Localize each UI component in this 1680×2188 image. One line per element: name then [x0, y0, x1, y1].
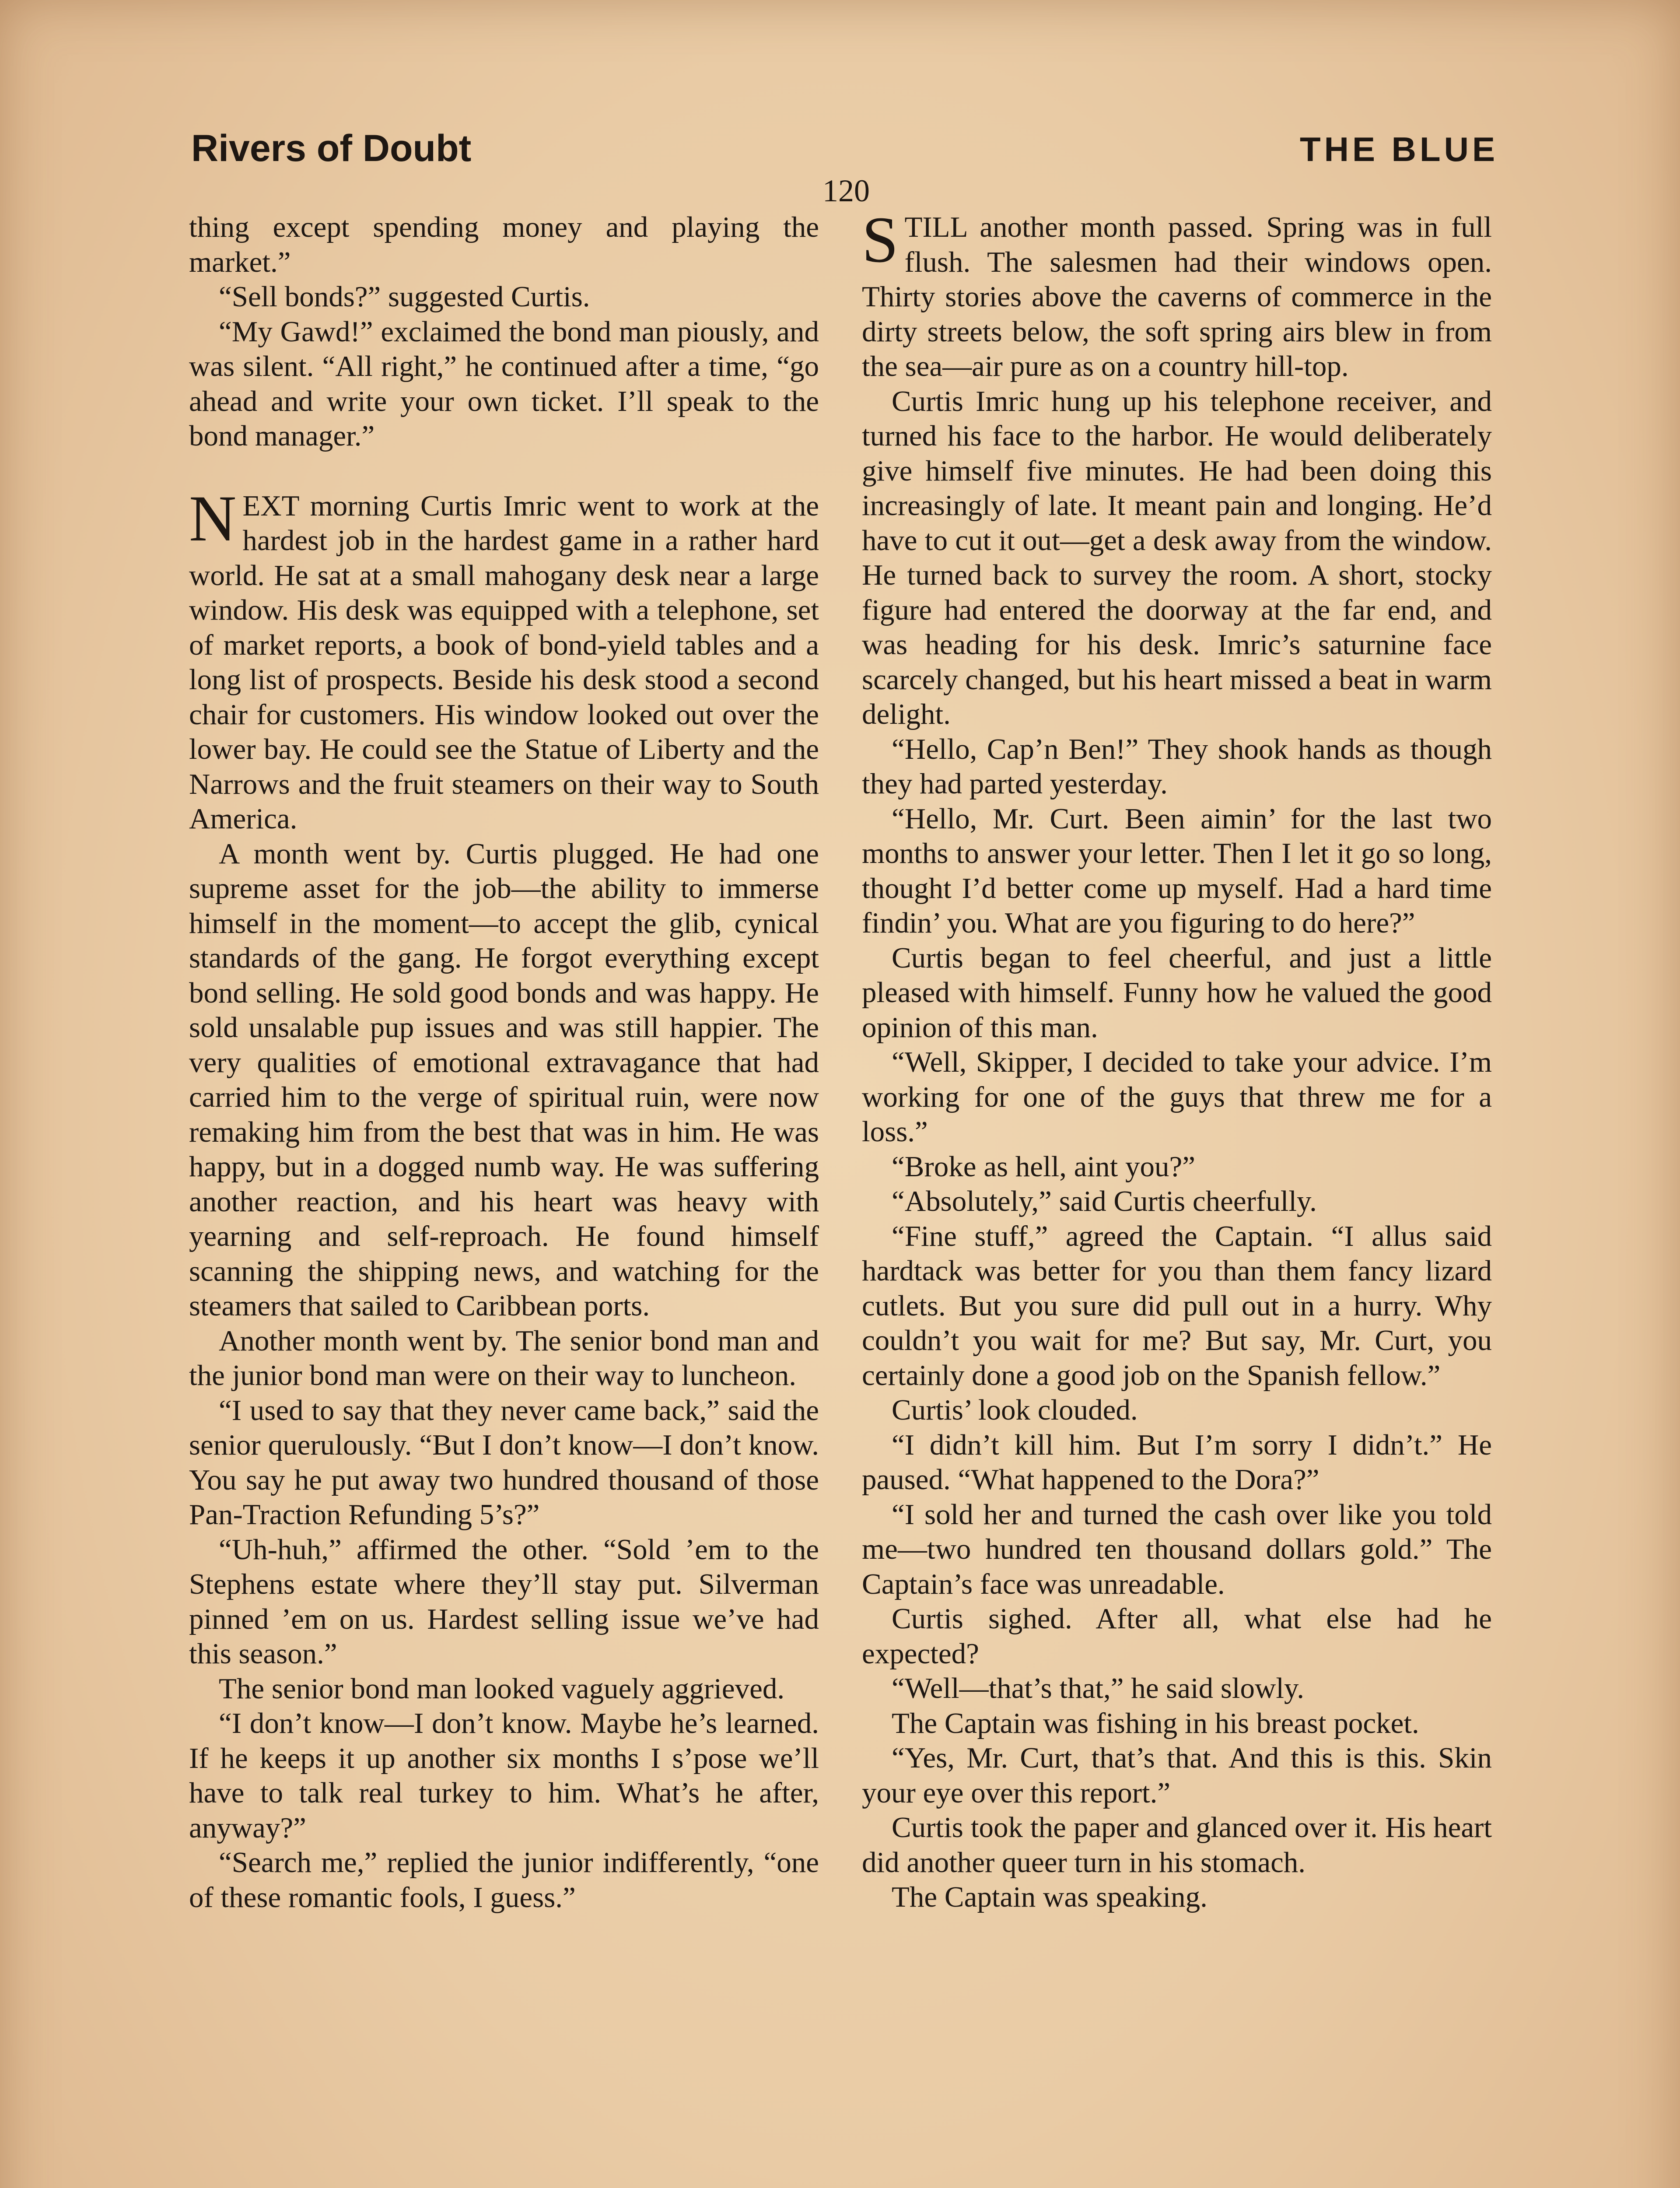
paragraph: “Uh-huh,” affirmed the other. “Sold ’em to the Stephens estate where they’ll stay put. Silverman pinned ’em on us. Hardest selling issue we’ve had this season.”: [189, 1533, 819, 1670]
paragraph: “Hello, Mr. Curt. Been aimin’ for the last two months to answer your letter. Then I let it go so long, thought I’d better come up myself. Had a hard time findin’ you. What are you figuring to do here?”: [862, 802, 1492, 939]
paragraph: “I used to say that they never came back,” said the senior querulously. “But I don’t know—I don’t know. You say he put away two hundred thousand of those Pan-Traction Refunding 5’s?”: [189, 1394, 819, 1531]
paragraph: “Absolutely,” said Curtis cheerfully.: [892, 1185, 1317, 1217]
paragraph: “I sold her and turned the cash over like you told me—two hundred ten thousand dollars gold.” The Captain’s face was unreadable.: [862, 1498, 1492, 1600]
section-paragraph: [189, 482, 819, 837]
paragraph: “Well, Skipper, I decided to take your advice. I’m working for one of the guys that threw me for a loss.”: [862, 1046, 1492, 1148]
paragraph-text: EXT morning Curtis Imric went to work at the hardest job in the hardest game in a rather hard world. He sat at a small mahogany desk near a large window. His desk was equipped with a telephone, set of market reports, a book of bond-yield tables and a long list of prospects. Beside his desk stood a second chair for customers. His window looked out over the lower bay. He could see the Statue of Liberty and the Narrows and the fruit steamers on their way to South America.: [189, 489, 819, 835]
paragraph: “Well—that’s that,” he said slowly.: [892, 1672, 1304, 1704]
paragraph: Curtis took the paper and glanced over it. His heart did another queer turn in his stomach.: [862, 1811, 1492, 1879]
paragraph-text: TILL another month passed. Spring was in full flush. The salesmen had their windows open. Thirty stories above the caverns of commerce in the dirty streets below, the soft spring airs blew in from the sea—air pure as on a country hill-top.: [862, 211, 1492, 382]
page-number: 120: [822, 173, 870, 208]
text-column-left: [189, 210, 819, 2188]
paragraph: The senior bond man looked vaguely aggrieved.: [219, 1672, 785, 1705]
paragraph: Curtis Imric hung up his telephone receiver, and turned his face to the harbor. He would deliberately give himself five minutes. He had been doing this increasingly of late. It meant pain and longing. He’d have to cut it out—get a desk away from the window. He turned back to survey the room. A short, stocky figure had entered the doorway at the far end, and was heading for his desk. Imric’s saturnine face scarcely changed, but his heart missed a beat in warm delight.: [862, 385, 1492, 730]
paragraph: Another month went by. The senior bond man and the junior bond man were on their way to luncheon.: [189, 1324, 819, 1392]
text-column-right: [862, 210, 1492, 2188]
paragraph: “Fine stuff,” agreed the Captain. “I allus said hardtack was better for you than them fancy lizard cutlets. But you sure did pull out in a hurry. Why couldn’t you wait for me? But say, Mr. Curt, you certainly done a good job on the Spanish fellow.”: [862, 1220, 1492, 1392]
paragraph: “Search me,” replied the junior indifferently, “one of these romantic fools, I guess.”: [189, 1846, 819, 1914]
paragraph: “Yes, Mr. Curt, that’s that. And this is this. Skin your eye over this report.”: [862, 1742, 1492, 1809]
drop-cap: S: [862, 210, 899, 276]
paragraph: thing except spending money and playing the market.”: [189, 211, 819, 278]
drop-cap: N: [189, 482, 237, 555]
running-header-magazine: THE BLUE: [1300, 130, 1498, 168]
paragraph: A month went by. Curtis plugged. He had one supreme asset for the job—the ability to immerse himself in the moment—to accept the glib, cynical standards of the gang. He forgot everything except bond selling. He sold good bonds and was happy. He sold unsalable pup issues and was still happier. The very qualities of emotional extravagance that had carried him to the verge of spiritual ruin, were now remaking him from the best that was in him. He was happy, but in a dogged numb way. He was suffering another reaction, and his heart was heavy with yearning and self-reproach. He found himself scanning the shipping news, and watching for the steamers that sailed to Caribbean ports.: [189, 837, 819, 1322]
paragraph: Curtis sighed. After all, what else had he expected?: [862, 1602, 1492, 1670]
paragraph: “I don’t know—I don’t know. Maybe he’s learned. If he keeps it up another six months I s’pose we’ll have to talk real turkey to him. What’s he after, anyway?”: [189, 1707, 819, 1844]
running-header-title: Rivers of Doubt: [191, 127, 472, 169]
paragraph: The Captain was fishing in his breast pocket.: [892, 1707, 1419, 1739]
paragraph: “Sell bonds?” suggested Curtis.: [219, 281, 590, 313]
paragraph: Curtis’ look clouded.: [892, 1394, 1138, 1426]
section-paragraph: [862, 210, 1492, 384]
paragraph: Curtis began to feel cheerful, and just a little pleased with himself. Funny how he valued the good opinion of this man.: [862, 941, 1492, 1044]
paragraph: The Captain was speaking.: [892, 1881, 1208, 1913]
paragraph: “Broke as hell, aint you?”: [892, 1150, 1195, 1183]
paragraph: “Hello, Cap’n Ben!” They shook hands as though they had parted yesterday.: [862, 733, 1492, 800]
paragraph: “My Gawd!” exclaimed the bond man piously, and was silent. “All right,” he continued after a time, “go ahead and write your own ticket. I’ll speak to the bond manager.”: [189, 315, 819, 452]
paragraph: “I didn’t kill him. But I’m sorry I didn’t.” He paused. “What happened to the Dora?”: [862, 1428, 1492, 1496]
